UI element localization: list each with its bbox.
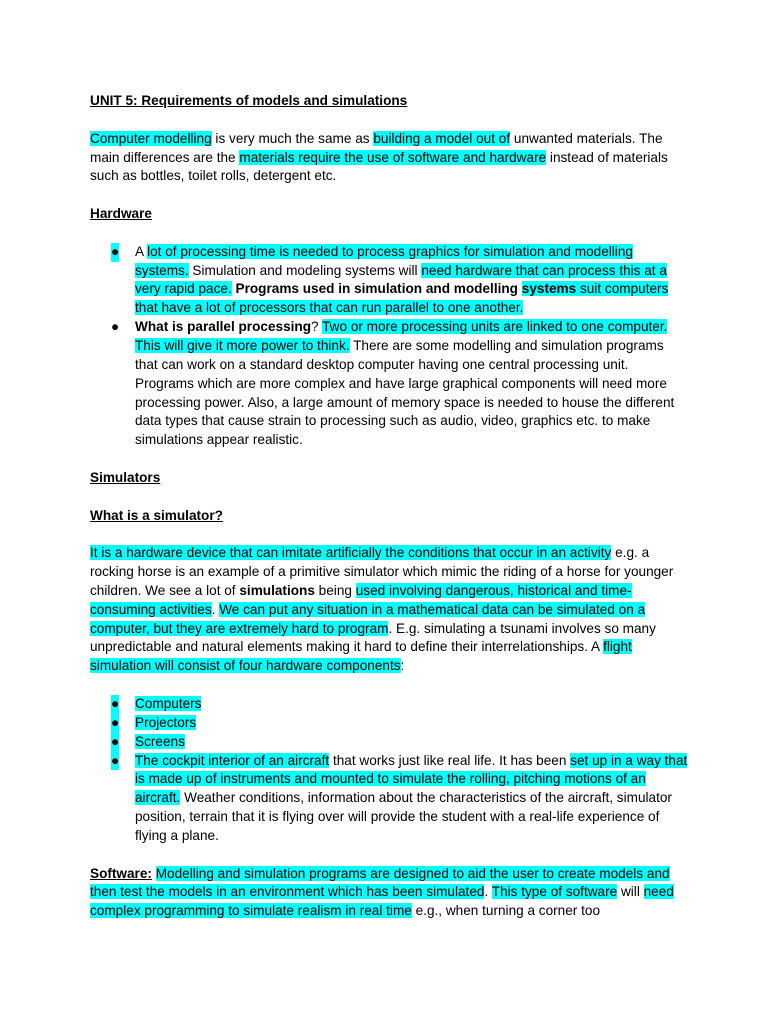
bullet-icon: ● [111,243,119,262]
list-item: ● Screens [135,733,688,752]
bullet-icon: ● [111,733,119,752]
bullet-icon: ● [111,714,119,733]
bullet-icon: ● [111,695,119,714]
list-item: ● Computers [135,695,688,714]
simulator-paragraph: It is a hardware device that can imitate artificially the conditions that occur in an activity e.g. a rocking horse is an example of a primitive simulator which mimic the riding of a horse for younger children. We see a lot of simulations being used involving dangerous, historical and time-consuming activities. We can put any situation in a mathematical data can be simulated on a computer, but they are extremely hard to program. E.g. simulating a tsunami involves so many unpredictable and natural elements making it hard to define their interrelationships. A flight simulation will consist of four hardware components: [90,545,674,674]
software-paragraph: Software: Modelling and simulation programs are designed to aid the user to create models and then test the models in an environment which has been simulated. This type of software will need complex programming to simulate realism in real time e.g., when turning a corner too [90,865,674,919]
components-list [90,695,688,846]
bullet-icon: ● [111,319,120,335]
bullet-icon: ● [111,752,119,771]
hardware-list [90,243,688,450]
intro-paragraph: Computer modelling is very much the same as building a model out of unwanted materials. The main differences are the materials require the use of software and hardware instead of materials such as bottles, toilet rolls, detergent etc. [90,130,668,184]
list-item: ● A lot of processing time is needed to process graphics for simulation and modelling systems. Simulation and modeling systems will need hardware that can process this at a very rapid pace. Programs used in simulation and modelling systems suit computers that have a lot of processors that can run parallel to one another. [111,243,669,316]
simulators-heading: Simulators [90,469,161,485]
hardware-heading: Hardware [90,206,152,222]
list-item: ● The cockpit interior of an aircraft that works just like real life. It has been set up in a way that is made up of instruments and mounted to simulate the rolling, pitching motions of an aircraft. Weather conditions, information about the characteristics of the aircraft, simulator position, terrain that it is flying over will provide the student with a real-life experience of flying a plane. [111,752,688,843]
page-title: UNIT 5: Requirements of models and simulations [90,93,408,108]
list-item: ● What is parallel processing? Two or more processing units are linked to one computer. This will give it more power to think. There are some modelling and simulation programs that can work on a standard desktop computer having one central processing unit. Programs which are more complex and have large graphical components will need more processing power. Also, a large amount of memory space is needed to house the different data types that cause strain to processing such as audio, video, graphics etc. to make simulations appear realistic. [111,319,675,448]
list-item: ● Projectors [135,714,688,733]
simulators-subheading: What is a simulator? [90,507,223,523]
